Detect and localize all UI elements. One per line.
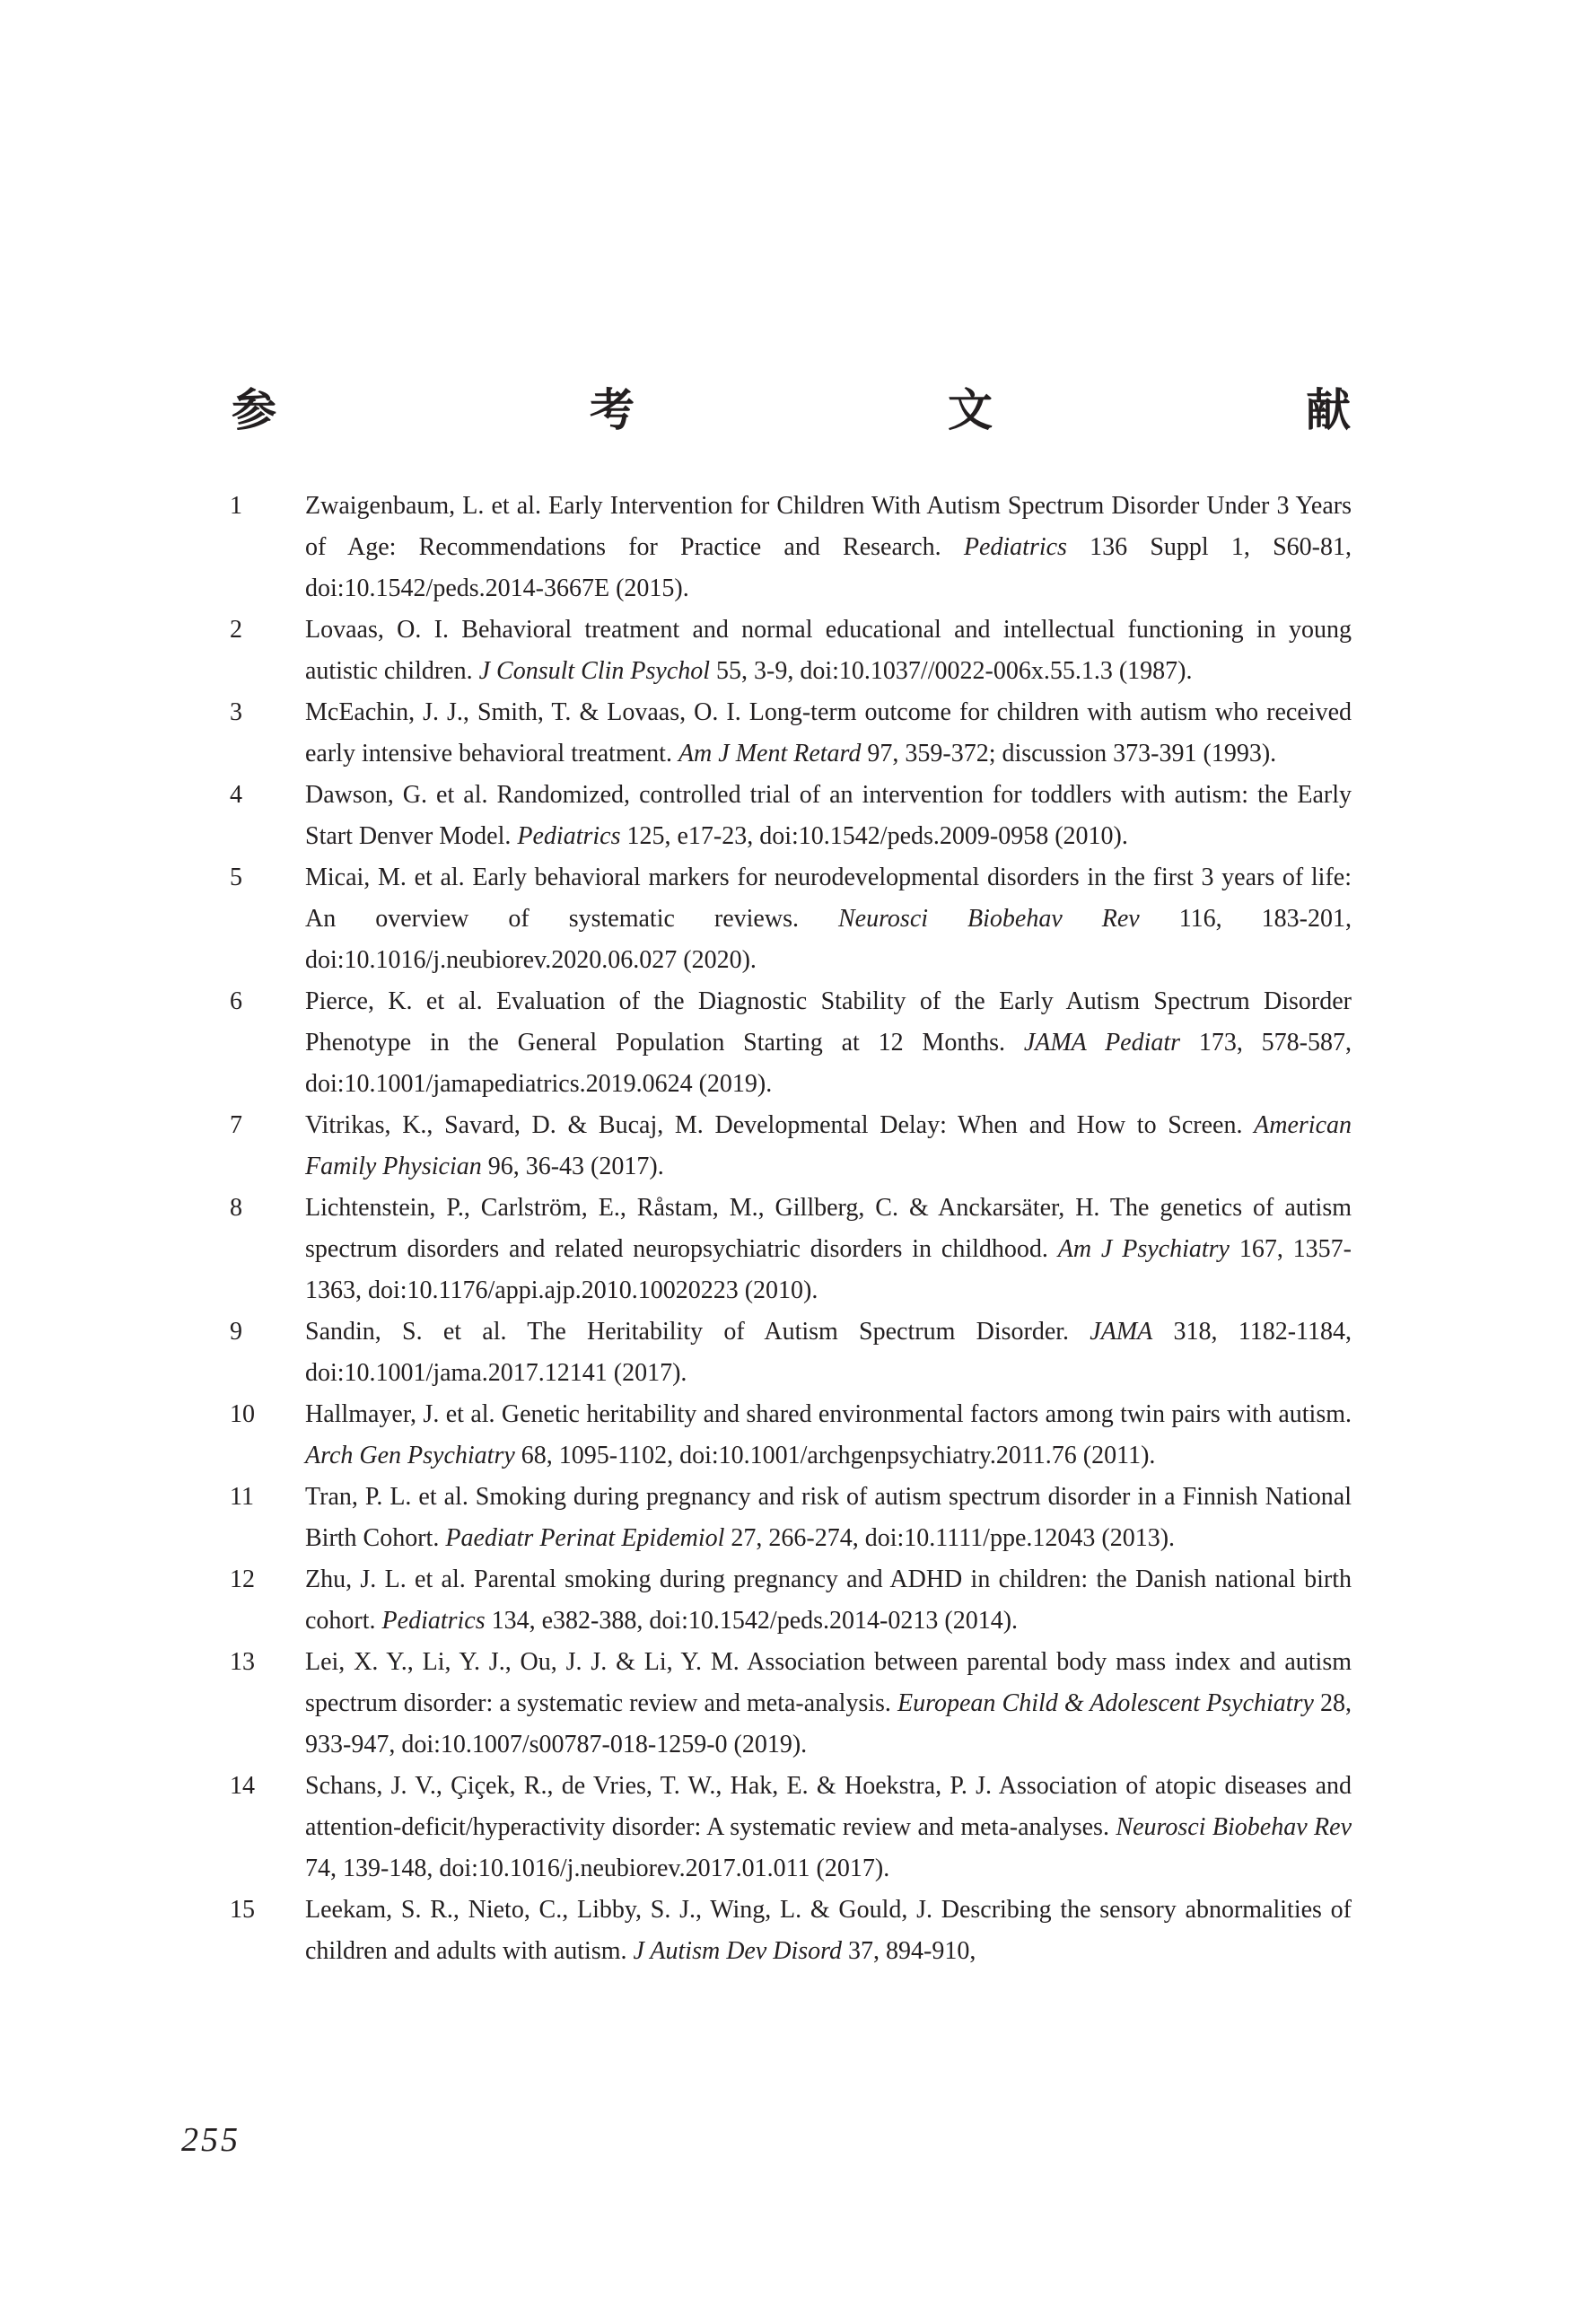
journal-name: J Consult Clin Psychol (478, 657, 711, 685)
reference-number: 6 (230, 987, 242, 1015)
reference-number: 2 (230, 616, 242, 644)
reference-item (230, 981, 1352, 1105)
title-char: 参 (232, 383, 276, 436)
reference-item (230, 857, 1352, 981)
reference-number: 5 (230, 864, 242, 891)
reference-item (230, 1766, 1352, 1890)
reference-number: 14 (230, 1772, 255, 1800)
reference-number: 4 (230, 781, 242, 809)
title-char: 文 (948, 383, 993, 436)
reference-number: 15 (230, 1896, 255, 1924)
reference-list (230, 486, 1352, 1972)
reference-item (230, 775, 1352, 857)
reference-item (230, 1188, 1352, 1311)
reference-item (230, 1890, 1352, 1972)
journal-name: J Autism Dev Disord (633, 1937, 843, 1965)
journal-name: JAMA Pediatr (1023, 1029, 1181, 1057)
reference-number: 8 (230, 1194, 242, 1222)
journal-name: JAMA (1090, 1318, 1153, 1346)
page-number: 255 (181, 2121, 241, 2159)
reference-text: Schans, J. V., Çiçek, R., de Vries, T. W., Hak, E. & Hoekstra, P. J. Association of atopic diseases and attention-deficit/hyperactivity disorder: A systematic review and meta-analyses. Neurosci Biobehav Rev 74, 139-148, doi:10.1016/j.neubiorev.2017.01.011 (2017). (305, 1772, 1352, 1882)
reference-number: 11 (230, 1483, 254, 1511)
reference-text: Dawson, G. et al. Randomized, controlled trial of an intervention for toddlers with autism: the Early Start Denver Model. Pediatrics 125, e17-23, doi:10.1542/peds.2009-0958 (2010). (305, 781, 1352, 850)
reference-item (230, 1311, 1352, 1394)
reference-text: Lovaas, O. I. Behavioral treatment and normal educational and intellectual functioning in young autistic children. J Consult Clin Psychol 55, 3-9, doi:10.1037//0022-006x.55.1.3 (1987). (305, 616, 1352, 685)
page-title (232, 383, 1351, 436)
reference-text: Micai, M. et al. Early behavioral markers for neurodevelopmental disorders in the first 3 years of life: An overview of systematic reviews. Neurosci Biobehav Rev 116, 183-201, doi:10.1016/j.neubiorev.2020.06.027 (2020). (305, 864, 1352, 974)
journal-name: Pediatrics (381, 1607, 486, 1635)
reference-item (230, 1559, 1352, 1642)
reference-item (230, 1394, 1352, 1477)
reference-number: 1 (230, 492, 242, 520)
reference-text: Tran, P. L. et al. Smoking during pregnancy and risk of autism spectrum disorder in a Finnish National Birth Cohort. Paediatr Perinat Epidemiol 27, 266-274, doi:10.1111/ppe.12043 (2013). (305, 1483, 1352, 1552)
reference-number: 7 (230, 1111, 242, 1139)
journal-name: Pediatrics (517, 822, 621, 850)
reference-item (230, 1105, 1352, 1188)
journal-name: American Family Physician (305, 1111, 1352, 1180)
reference-text: Lei, X. Y., Li, Y. J., Ou, J. J. & Li, Y. M. Association between parental body mass index and autism spectrum disorder: a systematic review and meta-analysis. European Child & Adolescent Psychiatry 28, 933-947, doi:10.1007/s00787-018-1259-0 (2019). (305, 1648, 1352, 1758)
reference-text: Leekam, S. R., Nieto, C., Libby, S. J., Wing, L. & Gould, J. Describing the sensory abnormalities of children and adults with autism. J Autism Dev Disord 37, 894-910, (305, 1896, 1352, 1965)
reference-item (230, 610, 1352, 692)
reference-text: Sandin, S. et al. The Heritability of Autism Spectrum Disorder. JAMA 318, 1182-1184, doi:10.1001/jama.2017.12141 (2017). (305, 1318, 1352, 1387)
journal-name: Am J Psychiatry (1057, 1235, 1230, 1263)
reference-text: Zwaigenbaum, L. et al. Early Intervention for Children With Autism Spectrum Disorder Under 3 Years of Age: Recommendations for Practice and Research. Pediatrics 136 Suppl 1, S60-81, doi:10.1542/peds.2014-3667E (2015). (305, 492, 1352, 602)
reference-text: Hallmayer, J. et al. Genetic heritability and shared environmental factors among twin pairs with autism. Arch Gen Psychiatry 68, 1095-1102, doi:10.1001/archgenpsychiatry.2011.76 (2011). (305, 1400, 1352, 1469)
journal-name: Neurosci Biobehav Rev (837, 905, 1140, 933)
reference-item (230, 1642, 1352, 1766)
reference-item (230, 1477, 1352, 1559)
reference-item (230, 692, 1352, 775)
journal-name: Neurosci Biobehav Rev (1116, 1813, 1352, 1841)
reference-text: Vitrikas, K., Savard, D. & Bucaj, M. Developmental Delay: When and How to Screen. American Family Physician 96, 36-43 (2017). (305, 1111, 1352, 1180)
journal-name: Pediatrics (963, 533, 1067, 561)
reference-text: Zhu, J. L. et al. Parental smoking during pregnancy and ADHD in children: the Danish national birth cohort. Pediatrics 134, e382-388, doi:10.1542/peds.2014-0213 (2014). (305, 1565, 1352, 1635)
reference-text: Pierce, K. et al. Evaluation of the Diagnostic Stability of the Early Autism Spectrum Disorder Phenotype in the General Population Starting at 12 Months. JAMA Pediatr 173, 578-587, doi:10.1001/jamapediatrics.2019.0624 (2019). (305, 987, 1352, 1098)
reference-number: 9 (230, 1318, 242, 1346)
reference-number: 13 (230, 1648, 255, 1676)
reference-text: Lichtenstein, P., Carlström, E., Råstam, M., Gillberg, C. & Anckarsäter, H. The genetics of autism spectrum disorders and related neuropsychiatric disorders in childhood. Am J Psychiatry 167, 1357-1363, doi:10.1176/appi.ajp.2010.10020223 (2010). (305, 1194, 1352, 1304)
journal-name: Paediatr Perinat Epidemiol (445, 1524, 725, 1552)
title-char: 考 (590, 383, 635, 436)
reference-number: 12 (230, 1565, 255, 1593)
journal-name: European Child & Adolescent Psychiatry (897, 1689, 1314, 1717)
reference-text: McEachin, J. J., Smith, T. & Lovaas, O. I. Long-term outcome for children with autism who received early intensive behavioral treatment. Am J Ment Retard 97, 359-372; discussion 373-391 (1993). (305, 698, 1352, 767)
reference-item (230, 486, 1352, 610)
title-char: 献 (1306, 383, 1351, 436)
reference-number: 3 (230, 698, 242, 726)
journal-name: Am J Ment Retard (678, 740, 862, 767)
reference-number: 10 (230, 1400, 255, 1428)
journal-name: Arch Gen Psychiatry (305, 1442, 515, 1469)
